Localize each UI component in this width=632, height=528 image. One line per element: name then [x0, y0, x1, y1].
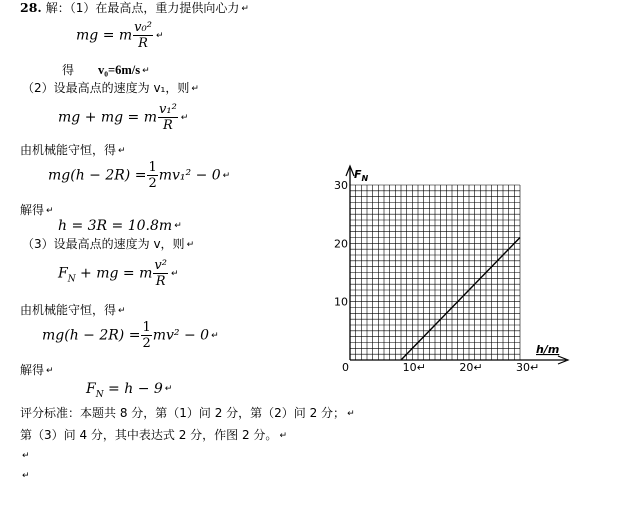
step2-energy-text: 由机械能守恒，得 ↵ — [20, 143, 126, 157]
y-tick-label: 20 — [334, 237, 348, 251]
x-axis-label: h/m — [536, 343, 560, 356]
step1-result: v₀=6m/s — [98, 63, 141, 77]
step2-equation: mg + mg = m $\frac{\text{v₁²}}{R}$ ↵ — [58, 102, 189, 133]
data-line — [401, 238, 520, 361]
x-tick-label: 20↵ — [459, 361, 483, 374]
axes — [346, 166, 568, 364]
step2-intro: （2）设最高点的速度为 v₁，则 ↵ — [22, 81, 199, 95]
y-tick-label: 30 — [334, 179, 348, 192]
step3-equation: $F_N$ + mg = m $\frac{\text{v²}}{R}$ ↵ — [58, 258, 179, 289]
grading-line-2: 第（3）问 4 分，其中表达式 2 分，作图 2 分。 ↵ — [20, 428, 287, 442]
empty-paragraph-1: ↵ — [22, 450, 30, 461]
fn-vs-h-graph — [320, 160, 590, 380]
step2-energy-equation: mg(h − 2R) = $\frac{1}{2}$ mv₁² − 0 ↵ — [48, 160, 231, 191]
step3-energy-equation: mg(h − 2R) = $\frac{1}{2}$ mv² − 0 ↵ — [42, 320, 219, 351]
step3-intro: （3）设最高点的速度为 v，则 ↵ — [22, 237, 195, 251]
problem-number: 28. — [20, 0, 42, 15]
grading-line-1: 评分标准：本题共 8 分，第（1）问 2 分，第（2）问 2 分； ↵ — [20, 406, 355, 420]
step2-solution: h = 3R = 10.8m ↵ — [58, 218, 182, 234]
x-tick-label: 10↵ — [402, 361, 426, 374]
step3-energy-text: 由机械能守恒，得 ↵ — [20, 303, 126, 317]
problem-line-1: 28. 解：（1）在最高点，重力提供向心力 ↵ — [20, 0, 249, 15]
grid — [350, 185, 520, 360]
step2-solve-text: 解得 ↵ — [20, 203, 54, 217]
step1-equation: mg = m $\frac{\text{v₀²}}{R}$ ↵ — [76, 20, 164, 51]
x-tick-label: 0 — [342, 361, 349, 374]
empty-paragraph-2: ↵ — [22, 470, 30, 481]
step3-solve-text: 解得 ↵ — [20, 363, 54, 377]
step1-intro: 解：（1）在最高点，重力提供向心力 — [45, 1, 240, 15]
y-tick-label: 10 — [334, 295, 348, 309]
y-axis-label-subscript: N — [361, 174, 369, 183]
y-axis-label: $F_N$ — [354, 168, 369, 183]
fn-h-line-segment — [401, 238, 520, 361]
step1-result-line: 得 v₀=6m/s ↵ — [62, 63, 150, 77]
step3-solution: $F_N = h - 9$ ↵ — [86, 381, 173, 400]
x-tick-label: 30↵ — [516, 361, 540, 374]
